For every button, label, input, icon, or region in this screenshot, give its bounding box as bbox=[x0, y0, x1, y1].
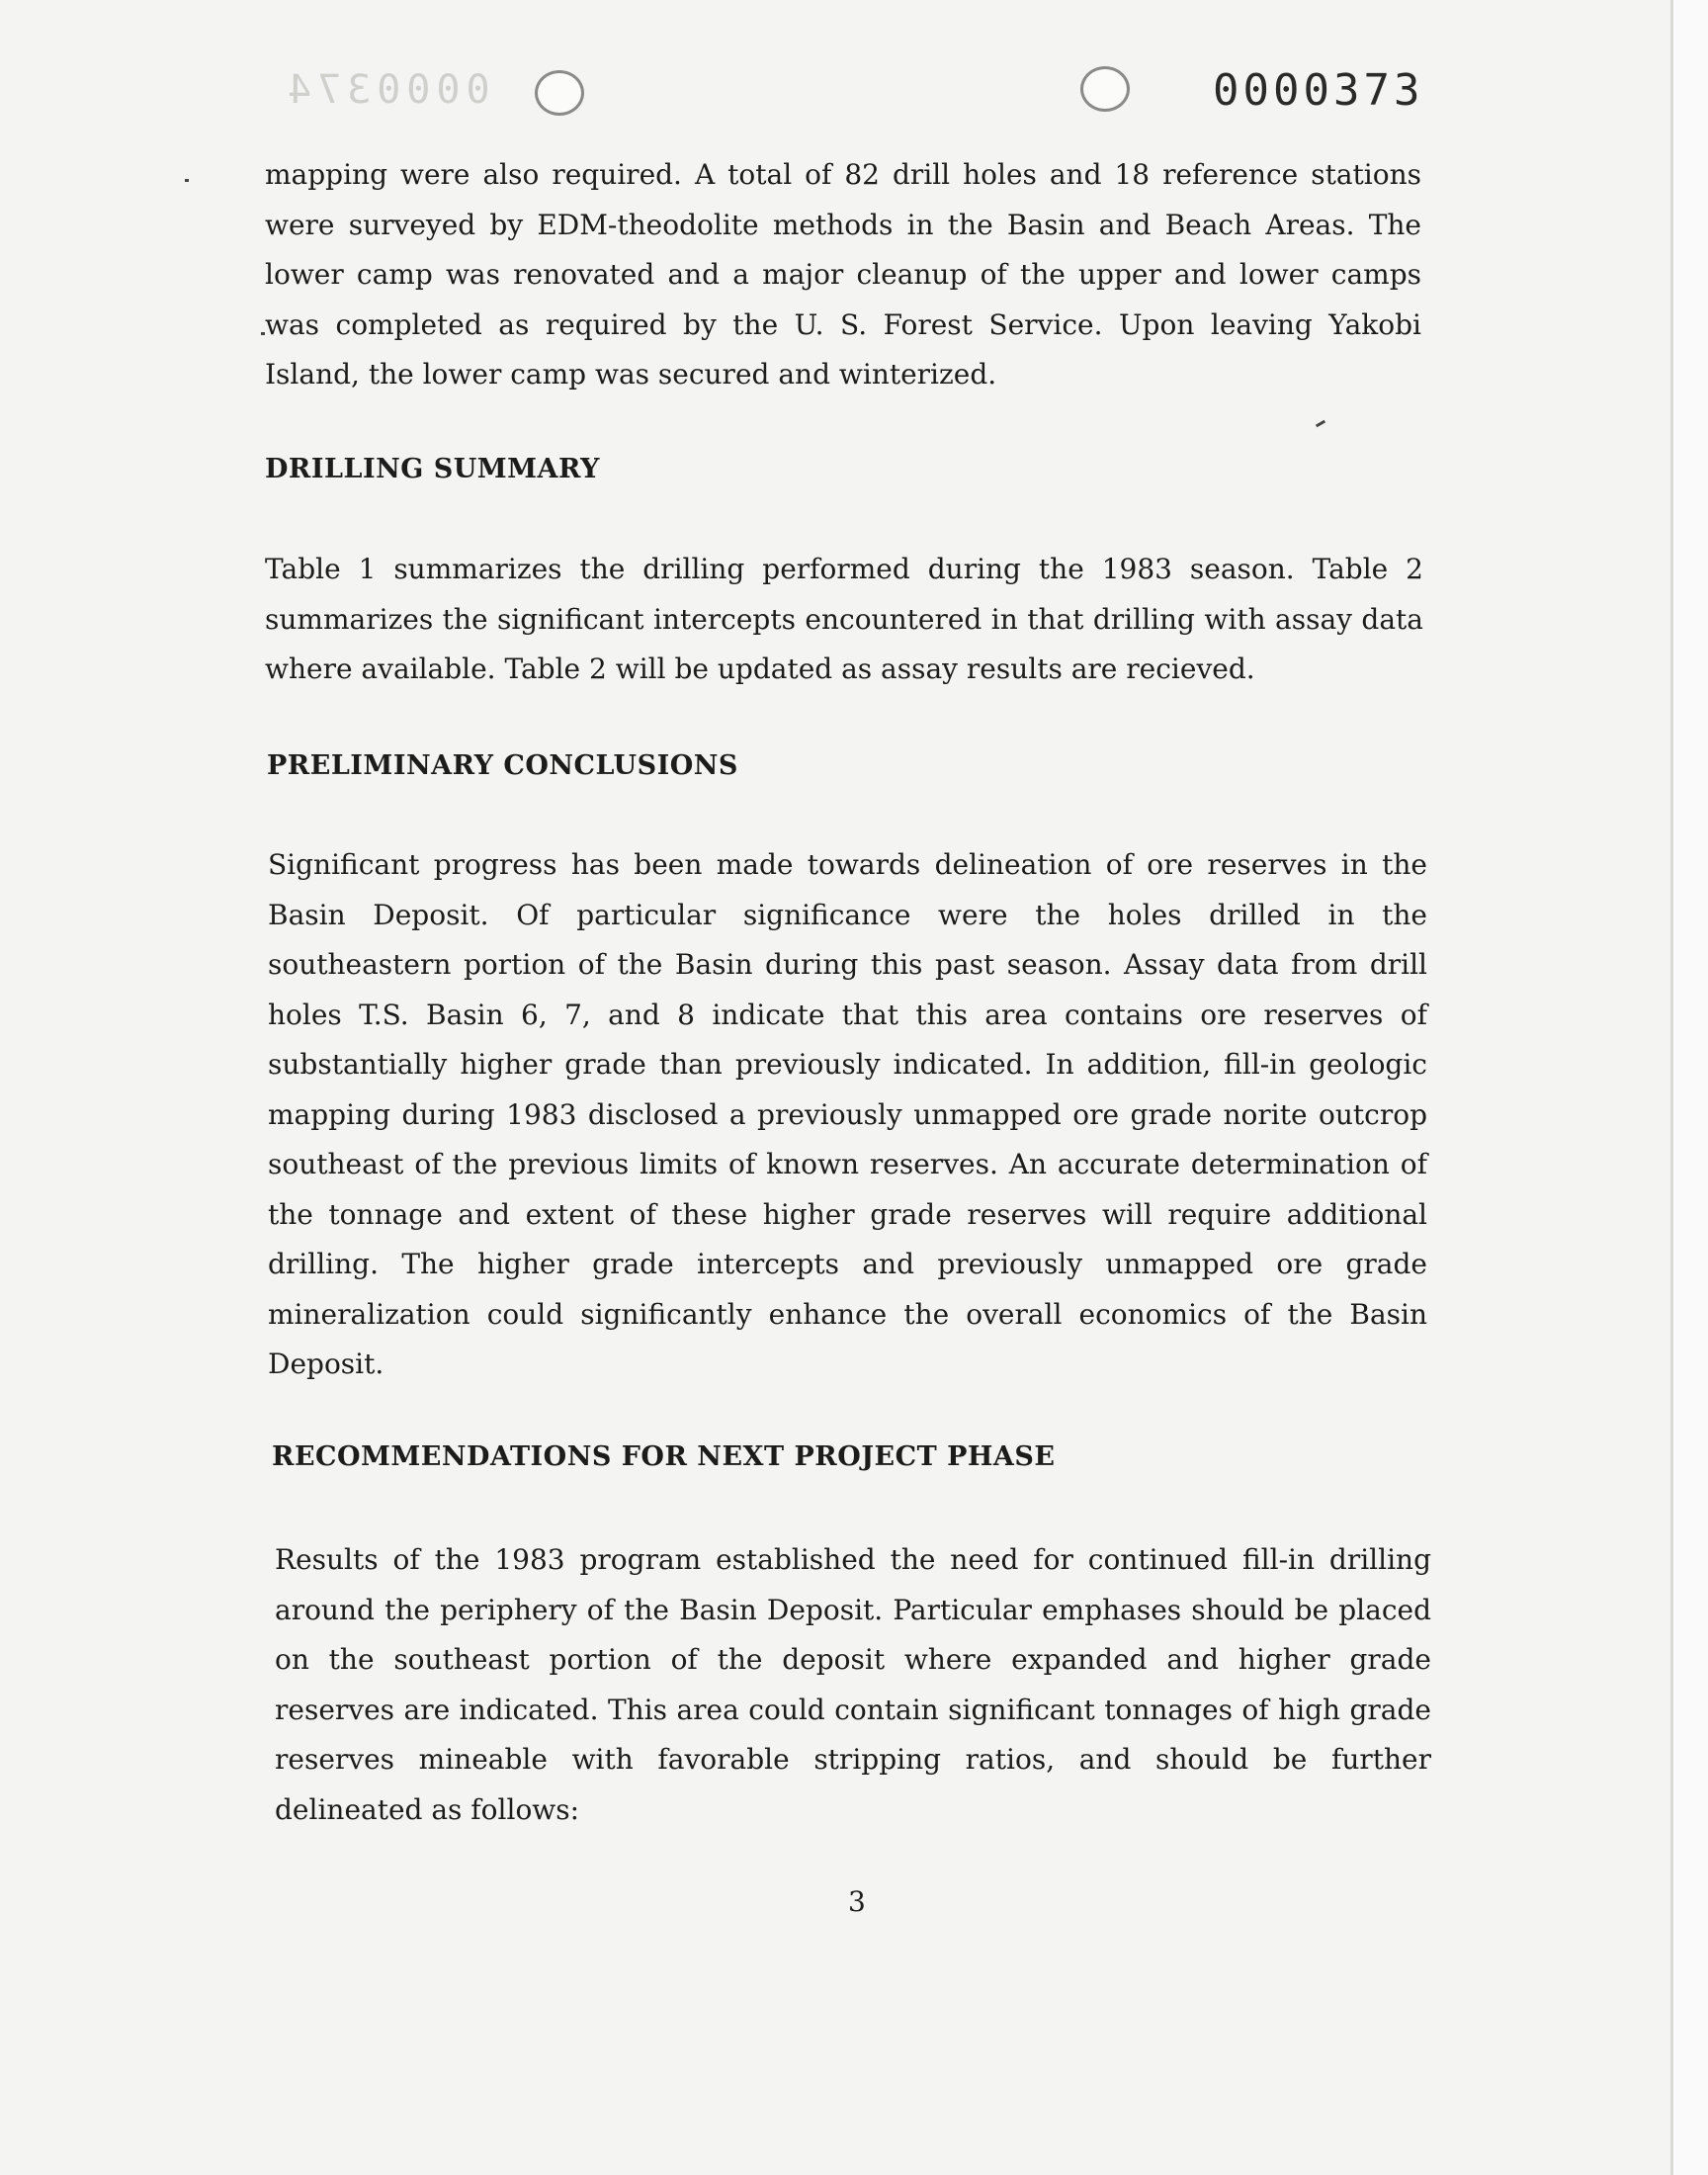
punch-hole-left bbox=[535, 70, 584, 116]
drilling-summary-paragraph: Table 1 summarizes the drilling performed during the 1983 season. Table 2 summarizes the significant intercepts encountered in that drilling with assay data where available. Table 2 will be updated as assay results are recieved. bbox=[265, 553, 1423, 685]
document-number: 0000373 bbox=[1213, 65, 1424, 116]
preliminary-conclusions-heading: PRELIMINARY CONCLUSIONS bbox=[267, 750, 738, 781]
margin-mark bbox=[185, 179, 189, 182]
preliminary-conclusions-paragraph: Significant progress has been made towards delineation of ore reserves in the Basin Deposit. Of particular significance were the holes drilled in the southeastern portion of the Basin during this past season. Assay data from drill holes T.S. Basin 6, 7, and 8 indicate that this area contains ore reserves of substantially higher grade than previously indicated. In addition, fill-in geologic mapping during 1983 disclosed a previously unmapped ore grade norite outcrop southeast of the previous limits of known reserves. An accurate determination of the tonnage and extent of these higher grade reserves will require additional drilling. The higher grade intercepts and previously unmapped ore grade mineralization could significantly enhance the overall economics of the Basin Deposit. bbox=[268, 848, 1427, 1380]
intro-paragraph: mapping were also required. A total of 82 drill holes and 18 reference stations were surveyed by EDM-theodolite methods in the Basin and Beach Areas. The lower camp was renovated and a major cleanup of the upper and lower camps was completed as required by the U. S. Forest Service. Upon leaving Yakobi Island, the lower camp was secured and winterized. bbox=[265, 158, 1421, 391]
scan-margin bbox=[1673, 0, 1708, 2175]
punch-hole-right bbox=[1080, 66, 1130, 112]
bleed-through-number: 0000374 bbox=[282, 67, 490, 113]
recommendations-heading: RECOMMENDATIONS FOR NEXT PROJECT PHASE bbox=[272, 1441, 1056, 1472]
page-number: 3 bbox=[848, 1885, 866, 1918]
drilling-summary-heading: DRILLING SUMMARY bbox=[265, 454, 600, 484]
recommendations-paragraph: Results of the 1983 program established the need for continued fill-in drilling around the periphery of the Basin Deposit. Particular emphases should be placed on the southeast portion of the deposit where expanded and higher grade reserves are indicated. This area could contain significant tonnages of high grade reserves mineable with favorable stripping ratios, and should be further delineated as follows: bbox=[275, 1543, 1431, 1826]
